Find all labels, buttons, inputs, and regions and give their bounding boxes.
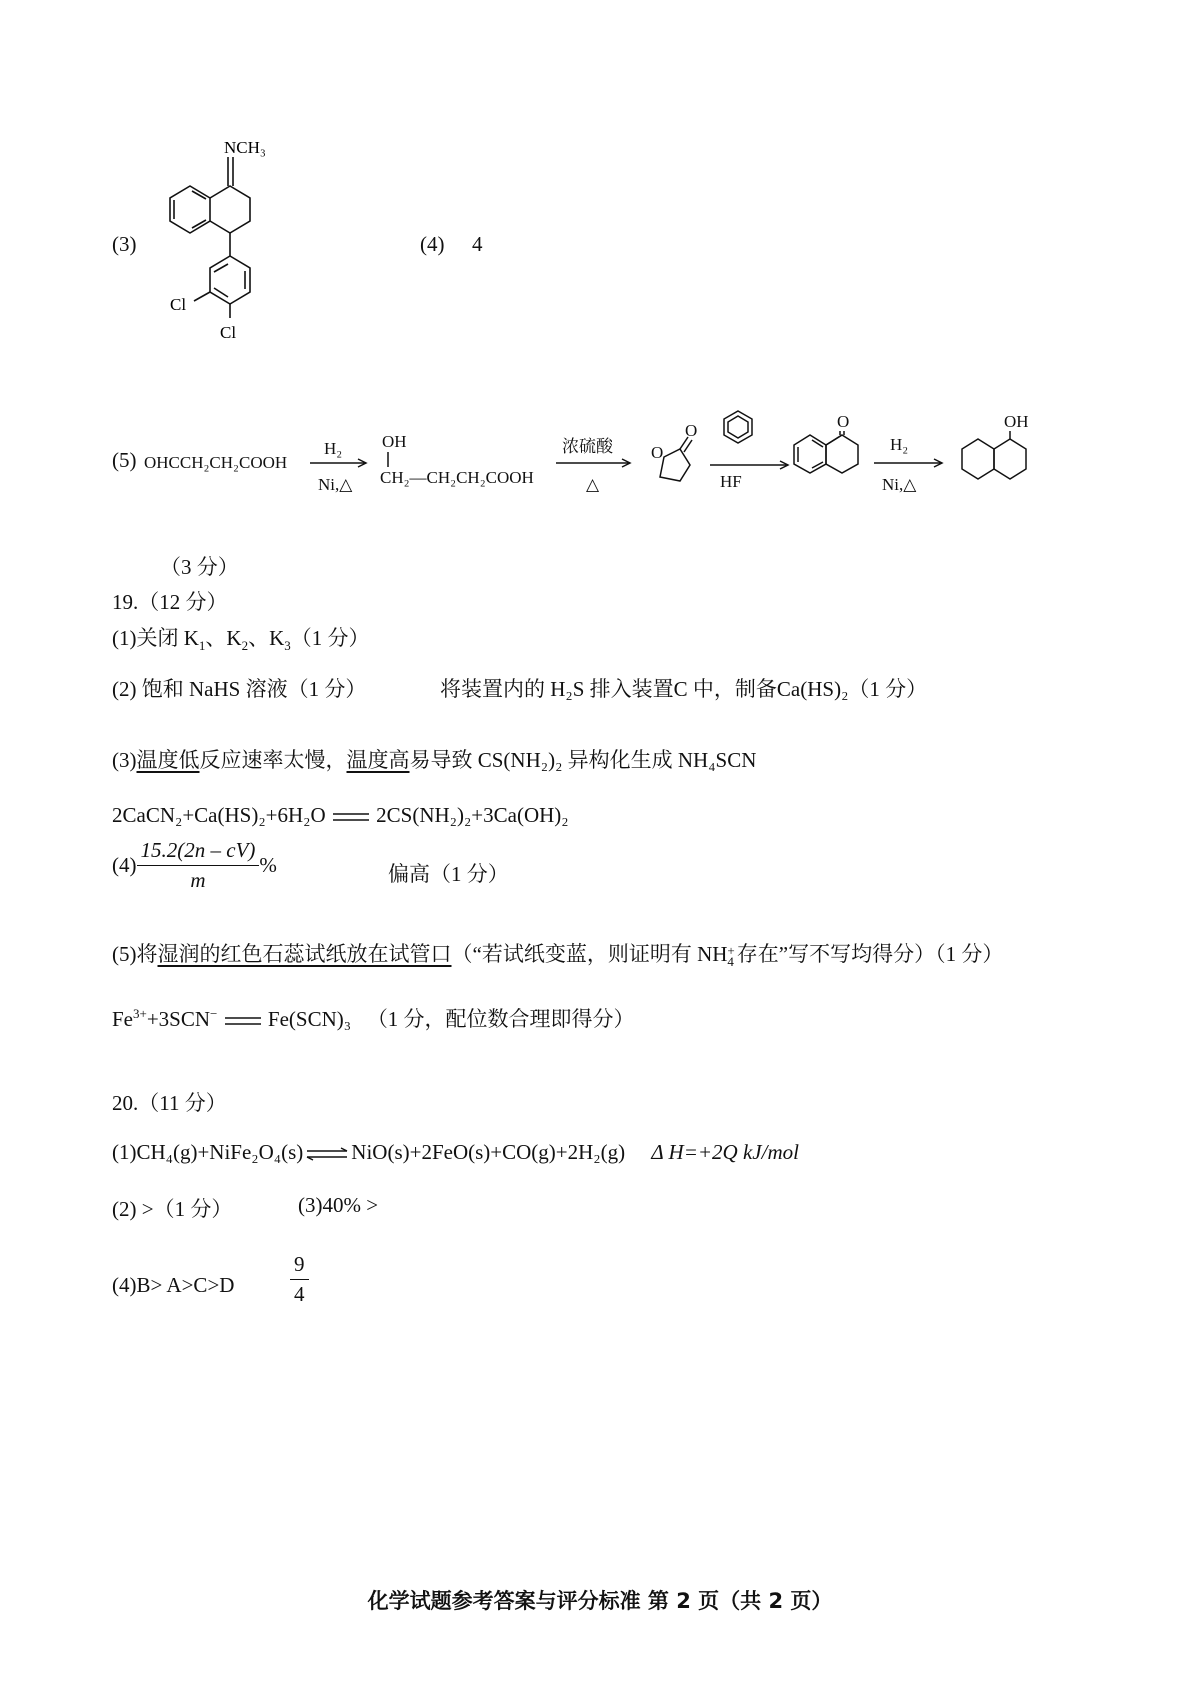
q19-line-1: (1)关闭 $K_1$、$K_2$、$K_3(1$ 分）	[112, 626, 370, 654]
q20-line-1	[112, 1140, 799, 1165]
q19-line-2b: 将装置内的 H₂S 排入装置C 中，制备Ca(HS)₂（1 分）	[440, 677, 928, 701]
eq1-right: 2CS(NH₂)₂+3Ca(OH)₂	[376, 803, 569, 827]
part-3-label: (3)	[112, 232, 137, 256]
fraction-denominator: m	[190, 868, 206, 892]
q19-l3-underline-2: 温度高	[346, 748, 410, 772]
intermediate-chain: CH₂—CH₂CH₂COOH	[380, 468, 534, 487]
q19-l1-text: (1)关闭 K	[112, 626, 199, 650]
chlorine-label-a: Cl	[170, 295, 187, 314]
q20-frac-den: 4	[294, 1282, 305, 1306]
synthesis-route	[140, 405, 1040, 520]
arrow1-condition: Ni,△	[318, 475, 353, 494]
q19-line-4	[112, 838, 277, 893]
fraction-numerator: 15.2(2n – cV)	[137, 838, 260, 866]
final-oh: OH	[1004, 412, 1029, 431]
intermediate-oh: OH	[382, 432, 407, 451]
q19-l5-post-b: 存在”写不写均得分）（1 分）	[736, 942, 1004, 966]
eq2-note: （1 分，配位数合理即得分）	[366, 1007, 635, 1031]
q19-title: 19.（12 分）	[112, 590, 228, 614]
start-compound: OHCCH₂CH₂COOH	[144, 453, 288, 472]
lactone-carbonyl-o: O	[685, 421, 698, 440]
purity-fraction	[137, 838, 260, 893]
part-4-label: (4)	[420, 232, 445, 256]
chlorine-label-b: Cl	[220, 323, 237, 342]
q19-line-3	[112, 744, 756, 774]
q20-l1-left: (1)CH₄(g)+NiFe₂O₄(s)	[112, 1140, 304, 1164]
q19-l3-label: (3)	[112, 748, 137, 772]
q20-line-3: (3)40% >	[298, 1193, 379, 1217]
q19-l4-label: (4)	[112, 853, 137, 877]
part-5-score: （3 分）	[160, 555, 239, 579]
q20-frac-num: 9	[290, 1252, 309, 1280]
q19-l4-note: 偏高（1 分）	[388, 862, 509, 886]
arrow2-reagent: 浓硫酸	[562, 437, 613, 456]
q19-line-5	[112, 938, 1003, 968]
q19-l5-post-a: （“若试纸变蓝，则证明有 NH	[451, 942, 728, 966]
eq2-scn: +3SCN	[146, 1007, 211, 1031]
q19-equation-2: $Fe^{3+}+3SCN^-$ Fe(SCN)₃ （1 分，配位数合理即得分）	[112, 1006, 635, 1031]
equals-sign	[331, 812, 371, 822]
arrow4-reagent: H₂	[890, 435, 909, 454]
ketone-o: O	[837, 412, 850, 431]
q20-l1-right: NiO(s)+2FeO(s)+CO(g)+2H₂(g)	[351, 1140, 626, 1164]
q19-equation-1	[112, 803, 569, 828]
arrow3-reagent: HF	[720, 472, 742, 491]
eq2-right: Fe(SCN)₃	[267, 1007, 352, 1031]
lactone-ring-o: O	[651, 443, 664, 462]
q20-line-4: (4)B> A>C>D	[112, 1273, 235, 1297]
equals-sign	[223, 1016, 263, 1026]
enthalpy-change: Δ H=+2Q kJ/mol	[651, 1140, 799, 1164]
percent-sign: %	[259, 853, 277, 877]
q20-title: 20.（11 分）	[112, 1091, 227, 1115]
equilibrium-arrow	[305, 1147, 349, 1161]
nch3-label: NCH₃	[224, 138, 266, 157]
page-footer: 化学试题参考答案与评分标准 第 2 页（共 2 页）	[367, 1589, 833, 1613]
sertraline-imine-structure	[150, 135, 280, 345]
q19-l3-post: 易导致 CS(NH₂)₂ 异构化生成 NH₄SCN	[409, 748, 757, 772]
q20-line-2: (2) >（1 分）	[112, 1197, 233, 1221]
q19-line-2a: (2) 饱和 NaHS 溶液（1 分）	[112, 677, 367, 701]
arrow2-condition: △	[586, 475, 600, 494]
q19-l3-mid: 反应速率太慢，	[199, 748, 347, 772]
arrow4-condition: Ni,△	[882, 475, 917, 494]
nh4-charge: + 4	[727, 943, 735, 970]
q19-l1-score: （1 分）	[290, 626, 370, 650]
q19-l5-underline: 湿润的红色石蕊试纸放在试管口	[157, 942, 452, 966]
q20-fraction	[290, 1252, 309, 1307]
eq2-fe: Fe	[112, 1007, 133, 1031]
part-5-label: (5)	[112, 448, 137, 472]
q19-l3-underline-1: 温度低	[136, 748, 200, 772]
q19-l5-pre: (5)将	[112, 942, 158, 966]
eq1-left: 2CaCN₂+Ca(HS)₂+6H₂O	[112, 803, 326, 827]
arrow1-reagent: H₂	[324, 439, 343, 458]
part-4-answer: 4	[472, 232, 483, 256]
